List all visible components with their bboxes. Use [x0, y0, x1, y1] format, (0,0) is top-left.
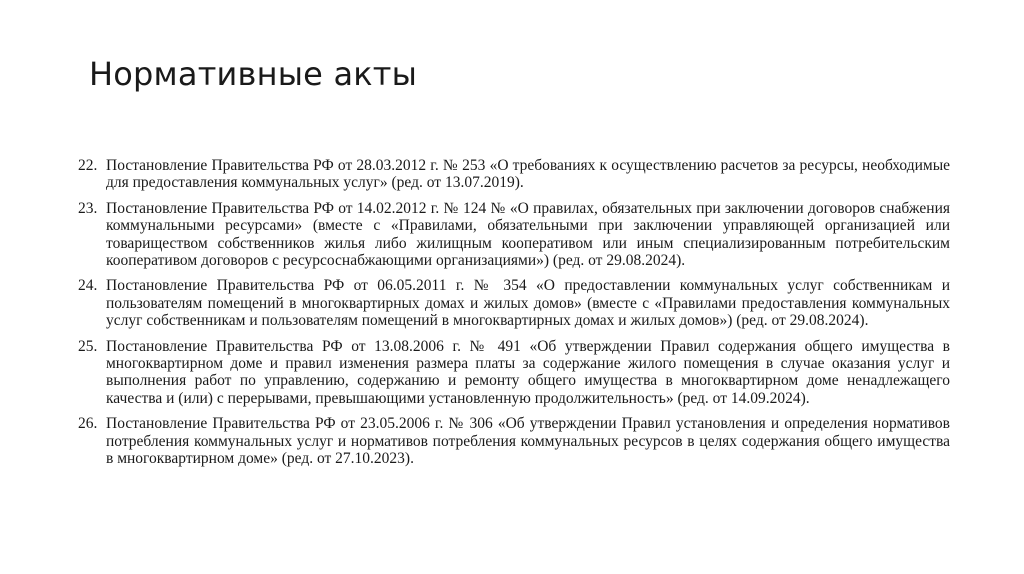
list-item-text: Постановление Правительства РФ от 13.08.2006 г. № 491 «Об утверждении Правил содержания общего имущества в многоквартирном доме и правил изменения размера платы за содержание жилого помещения в случае оказания услуг и выполнения работ по управлению, содержанию и ремонту общего имущества в многоквартирном доме ненадлежащего качества и (или) с перерывами, превышающими установленную продолжительность» (ред. от 14.09.2024).: [106, 337, 950, 407]
regulation-list: [78, 157, 950, 476]
list-item-number: 24.: [78, 277, 98, 295]
list-item-text: Постановление Правительства РФ от 14.02.2012 г. № 124 № «О правилах, обязательных при заключении договоров снабжения коммунальными ресурсами» (вместе с «Правилами, обязательными при заключении управляющей организацией или товариществом собственников жилья либо жилищным кооперативом или иным специализированным потребительским кооперативом договоров с ресурсоснабжающими организациями») (ред. от 29.08.2024).: [106, 199, 950, 270]
list-item-number: 25.: [78, 337, 98, 355]
list-item: [78, 338, 950, 408]
list-item-text: Постановление Правительства РФ от 28.03.2012 г. № 253 «О требованиях к осуществлению расчетов за ресурсы, необходимые для предоставления коммунальных услуг» (ред. от 13.07.2019).: [106, 157, 950, 192]
list-item-number: 22.: [78, 157, 98, 174]
list-item: [78, 415, 950, 467]
list-item: [78, 157, 950, 192]
list-item-number: 23.: [78, 199, 98, 217]
list-item-number: 26.: [78, 415, 98, 433]
slide-title: Нормативные акты: [89, 55, 418, 93]
list-item-text: Постановление Правительства РФ от 23.05.2006 г. № 306 «Об утверждении Правил установления и определения нормативов потребления коммунальных услуг и нормативов потребления коммунальных ресурсов в целях содержания общего имущества в многоквартирном доме» (ред. от 27.10.2023).: [106, 415, 950, 468]
list-item: [78, 277, 950, 329]
list-item-text: Постановление Правительства РФ от 06.05.2011 г. № 354 «О предоставлении коммунальных услуг собственникам и пользователям помещений в многоквартирных домах и жилых домов» (вместе с «Правилами предоставления коммунальных услуг собственникам и пользователям помещений в многоквартирных домах и жилых домов») (ред. от 29.08.2024).: [106, 277, 950, 330]
list-item: [78, 200, 950, 270]
